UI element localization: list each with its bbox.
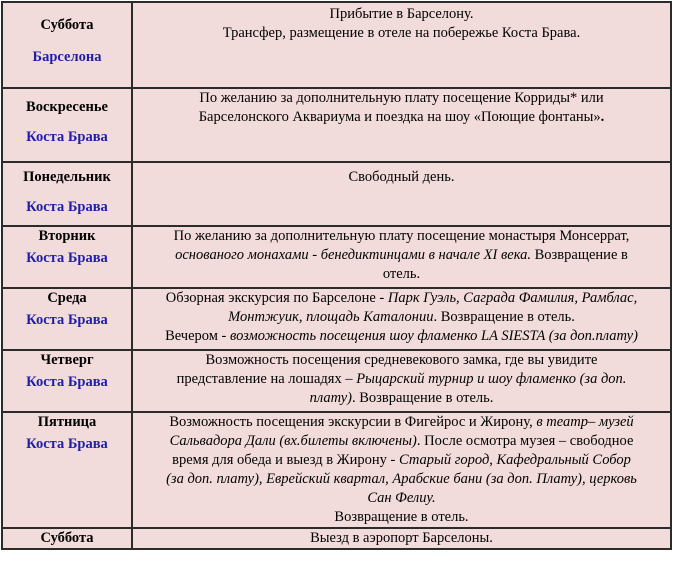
description-line <box>133 24 670 43</box>
description-text: Прибытие в Барселону. <box>329 6 474 22</box>
day-cell <box>2 350 132 412</box>
description-line <box>133 227 670 246</box>
day-location: Коста Брава <box>26 436 108 452</box>
day-location: Коста Брава <box>26 129 108 145</box>
description-line <box>133 432 670 451</box>
description-line <box>133 470 670 489</box>
description-line <box>133 108 670 127</box>
itinerary-row <box>2 226 671 288</box>
day-location: Коста Брава <box>26 250 108 266</box>
description-text: . Возвращение в отель. <box>433 309 575 325</box>
day-location: Коста Брава <box>26 199 108 215</box>
description-cell <box>132 2 671 88</box>
description-text: По желанию за дополнительную плату посещение монастыря Монсеррат, <box>173 228 630 244</box>
description-text: . Возвращение в отель. <box>351 390 494 406</box>
day-cell <box>2 528 132 549</box>
description-line <box>133 246 670 265</box>
description-cell <box>132 412 671 528</box>
day-cell <box>2 412 132 528</box>
description-line <box>133 327 670 346</box>
description-text: . <box>600 109 605 125</box>
description-text-italic: Сан Фелиу. <box>367 490 436 506</box>
day-cell <box>2 226 132 288</box>
description-text-italic: Сальвадора Дали (вх.билеты включены) <box>169 433 417 449</box>
description-text: отель. <box>382 266 421 282</box>
day-cell <box>2 88 132 162</box>
description-text-italic: Монтжуик, площадь Каталонии <box>228 309 434 325</box>
description-text: Возможность посещения экскурсии в Фигейрос и Жирону, <box>169 414 537 430</box>
description-text: Возвращение в <box>531 247 628 263</box>
day-location: Коста Брава <box>26 312 108 328</box>
day-name: Суббота <box>40 17 94 33</box>
description-text-italic: плату) <box>309 390 352 406</box>
description-text: Обзорная экскурсия по Барселоне - <box>165 290 388 306</box>
itinerary-row <box>2 88 671 162</box>
description-cell <box>132 88 671 162</box>
day-location: Коста Брава <box>26 374 108 390</box>
description-line <box>133 451 670 470</box>
day-cell <box>2 2 132 88</box>
itinerary-table <box>1 1 672 550</box>
description-text: Возвращение в отель. <box>334 509 469 525</box>
day-name: Пятница <box>37 414 97 430</box>
description-cell <box>132 350 671 412</box>
day-name: Четверг <box>40 352 94 368</box>
day-name: Суббота <box>40 530 94 546</box>
itinerary-row <box>2 288 671 350</box>
description-line <box>133 351 670 370</box>
description-line <box>133 508 670 527</box>
day-location: Барселона <box>32 49 102 65</box>
description-line <box>133 5 670 24</box>
description-line <box>133 413 670 432</box>
description-line <box>133 89 670 108</box>
description-line <box>133 308 670 327</box>
itinerary-row <box>2 528 671 549</box>
day-name: Вторник <box>38 228 96 244</box>
description-cell <box>132 288 671 350</box>
day-name: Среда <box>47 290 87 306</box>
itinerary-row <box>2 350 671 412</box>
description-text: время для обеда и выезд в Жирону - <box>172 452 400 468</box>
description-text: Свободный день. <box>348 169 455 185</box>
description-text: Выезд в аэропорт Барселоны. <box>310 530 493 546</box>
description-text: Трансфер, размещение в отеле на побережье Коста Брава. <box>222 25 581 41</box>
day-name: Воскресенье <box>26 99 108 115</box>
itinerary-row <box>2 412 671 528</box>
description-text: Вечером - <box>165 328 231 344</box>
description-text: По желанию за дополнительную плату посещение Корриды* или <box>199 90 604 106</box>
description-cell <box>132 226 671 288</box>
description-text: представление на лошадях – <box>176 371 357 387</box>
itinerary-row <box>2 162 671 226</box>
description-text-italic: (за доп. плату), Еврейский квартал, Арабские бани (за доп. Плату), церковь <box>166 471 637 487</box>
description-text: . После осмотра музея – свободное <box>416 433 634 449</box>
description-line <box>133 289 670 308</box>
itinerary-row <box>2 2 671 88</box>
description-text-italic: Старый город, Кафедральный Собор <box>399 452 631 468</box>
description-line <box>133 168 670 187</box>
description-line <box>133 529 670 548</box>
description-text-italic: основаного монахами - бенедиктинцами в начале XI века. <box>175 247 532 263</box>
description-line <box>133 489 670 508</box>
description-text-italic: возможность посещения шоу фламенко LA SIESTA (за доп.плату) <box>230 328 638 344</box>
day-name: Понедельник <box>23 169 111 185</box>
description-text-italic: в театр– музей <box>536 414 634 430</box>
description-cell <box>132 162 671 226</box>
day-cell <box>2 288 132 350</box>
description-line <box>133 265 670 284</box>
day-cell <box>2 162 132 226</box>
description-text-italic: Парк Гуэль, Саграда Фамилия, Рамблас, <box>387 290 638 306</box>
description-line <box>133 389 670 408</box>
itinerary-body <box>2 2 671 549</box>
description-line <box>133 370 670 389</box>
description-text: Барселонского Аквариума и поездка на шоу «Поющие фонтаны» <box>198 109 601 125</box>
description-text-italic: Рыцарский турнир и шоу фламенко (за доп. <box>356 371 627 387</box>
description-cell <box>132 528 671 549</box>
description-text: Возможность посещения средневекового замка, где вы увидите <box>205 352 598 368</box>
